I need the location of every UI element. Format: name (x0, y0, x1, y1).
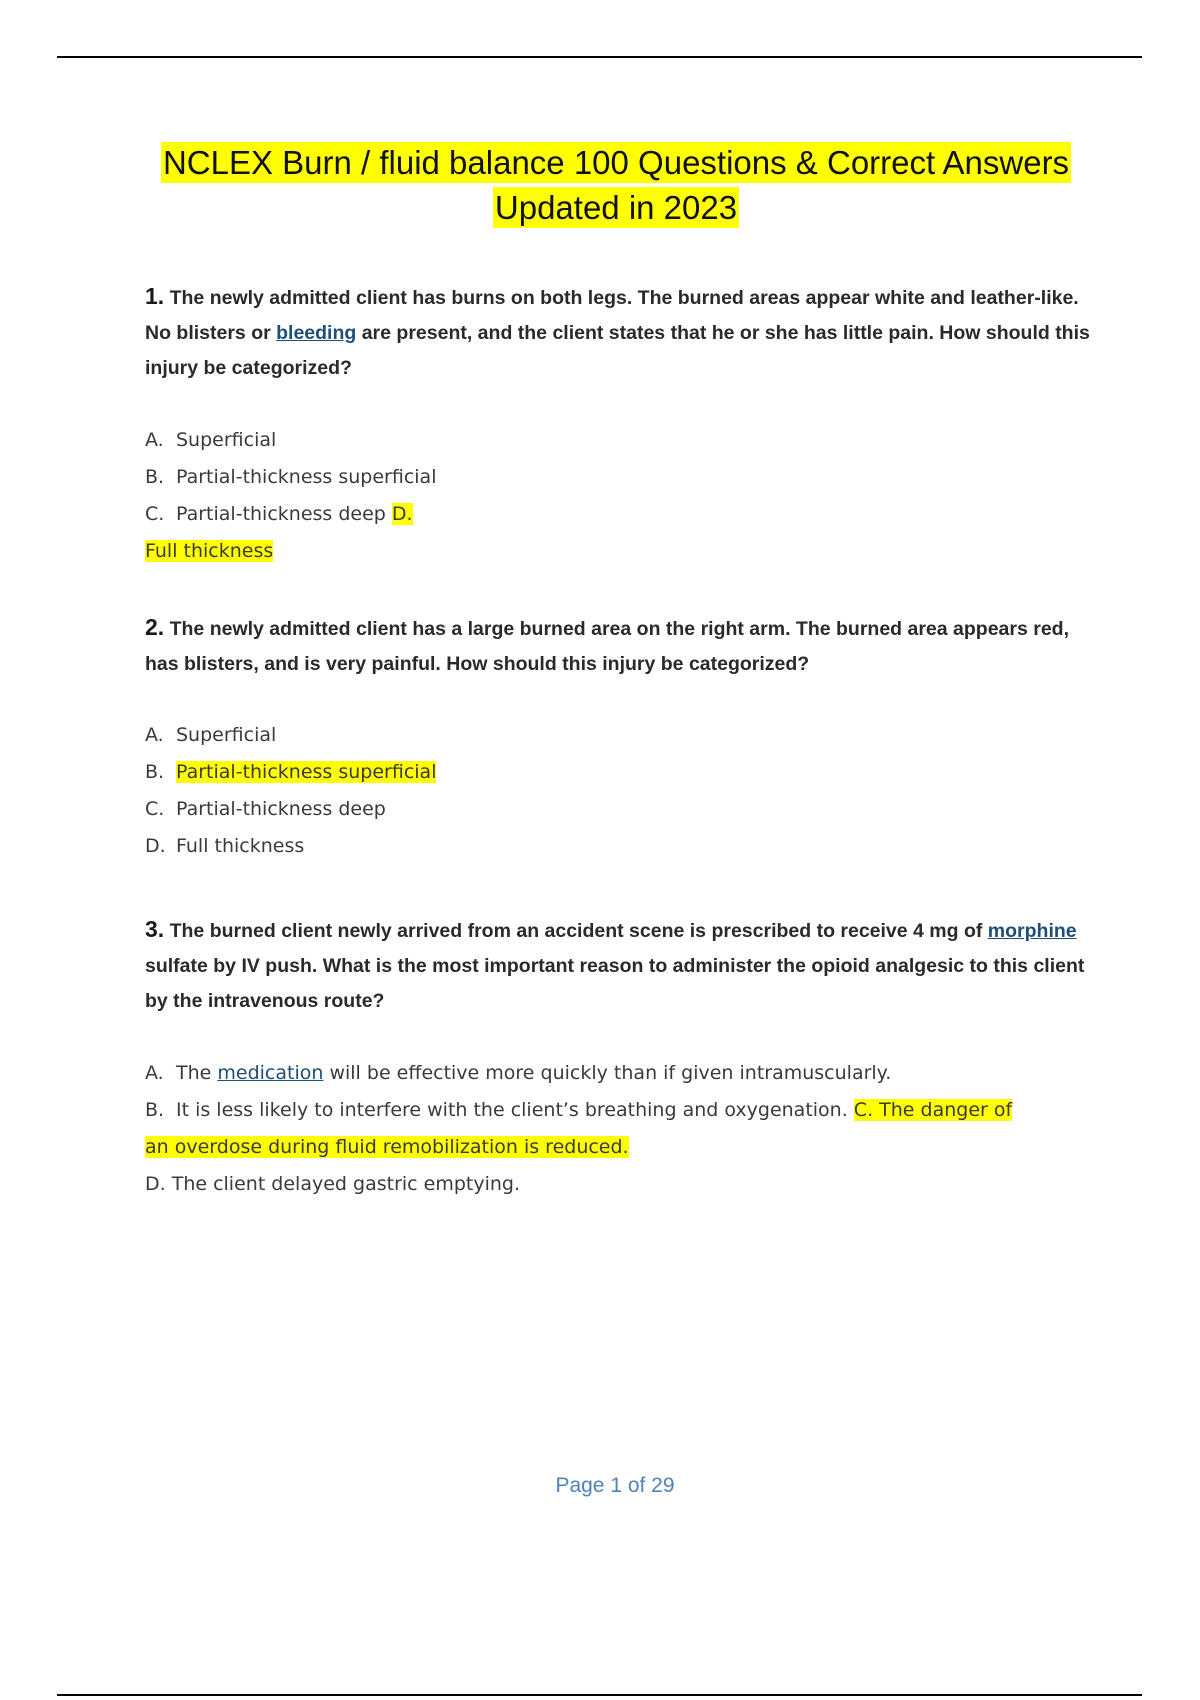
option-text: Superficial (176, 724, 277, 746)
correct-answer-text-part2: an overdose during fluid remobilization is reduced. (145, 1136, 629, 1158)
option-b (145, 1092, 1105, 1129)
option-d-letter-highlighted: D. (391, 503, 413, 525)
option-text: The (176, 1062, 218, 1084)
correct-answer-text-part1: C. The danger of (853, 1099, 1013, 1121)
option-d (145, 533, 1105, 570)
morphine-link[interactable]: morphine (987, 920, 1077, 942)
bleeding-link[interactable]: bleeding (276, 322, 357, 344)
option-text: will be effective more quickly than if given intramuscularly. (323, 1062, 892, 1084)
option-text: Superficial (176, 429, 277, 451)
option-letter: C. (145, 503, 165, 525)
title-line-2: Updated in 2023 (494, 189, 738, 226)
top-rule (57, 56, 1142, 58)
option-a (145, 717, 1105, 754)
bottom-rule (57, 1694, 1142, 1696)
question-3 (145, 912, 1090, 1019)
option-letter: D. (145, 835, 166, 857)
option-letter: C. (145, 798, 165, 820)
title-line-1: NCLEX Burn / fluid balance 100 Questions & Correct Answers (162, 144, 1070, 181)
medication-link[interactable]: medication (217, 1062, 324, 1084)
question-3-options (145, 1055, 1105, 1203)
question-number: 1. (145, 283, 165, 309)
option-letter: A. (145, 429, 164, 451)
page-number: Page 1 of 29 (555, 1474, 675, 1497)
option-c (145, 1129, 1105, 1166)
question-text: The newly admitted client has burns on both legs. The burned areas appear white and leather-like. No blisters or (145, 287, 1079, 344)
option-a (145, 422, 1105, 459)
option-text: Full thickness (176, 835, 305, 857)
question-text: The newly admitted client has a large burned area on the right arm. The burned area appears red, has blisters, and is very painful. How should this injury be categorized? (145, 618, 1070, 675)
correct-answer-text: Partial-thickness superficial (176, 761, 437, 783)
question-text: sulfate by IV push. What is the most important reason to administer the opioid analgesic to this client by the intravenous route? (145, 955, 1085, 1012)
question-1 (145, 279, 1090, 386)
option-d (145, 1166, 1105, 1203)
question-text: The burned client newly arrived from an accident scene is prescribed to receive 4 mg of (164, 920, 988, 942)
question-number: 3. (145, 916, 165, 942)
option-text: It is less likely to interfere with the client’s breathing and oxygenation. (176, 1099, 854, 1121)
question-2 (145, 610, 1090, 682)
option-text: Partial-thickness superficial (176, 466, 437, 488)
option-d (145, 828, 1105, 865)
correct-answer-text: Full thickness (145, 540, 274, 562)
option-c (145, 791, 1105, 828)
option-letter: B. (145, 761, 165, 783)
question-2-options (145, 717, 1105, 865)
option-letter: B. (145, 466, 165, 488)
question-1-options (145, 422, 1105, 570)
option-b (145, 459, 1105, 496)
option-letter: A. (145, 724, 164, 746)
question-text: are present, and the client states that he or she has little pain. How should this injury be categorized? (145, 322, 1090, 379)
option-text: D. The client delayed gastric emptying. (145, 1173, 521, 1195)
option-text: Partial-thickness deep (176, 798, 386, 820)
option-letter: A. (145, 1062, 164, 1084)
option-b (145, 754, 1105, 791)
page-title (100, 140, 1132, 230)
option-letter: B. (145, 1099, 165, 1121)
option-c (145, 496, 1105, 533)
question-number: 2. (145, 614, 165, 640)
option-text: Partial-thickness deep (176, 503, 386, 525)
option-a (145, 1055, 1105, 1092)
